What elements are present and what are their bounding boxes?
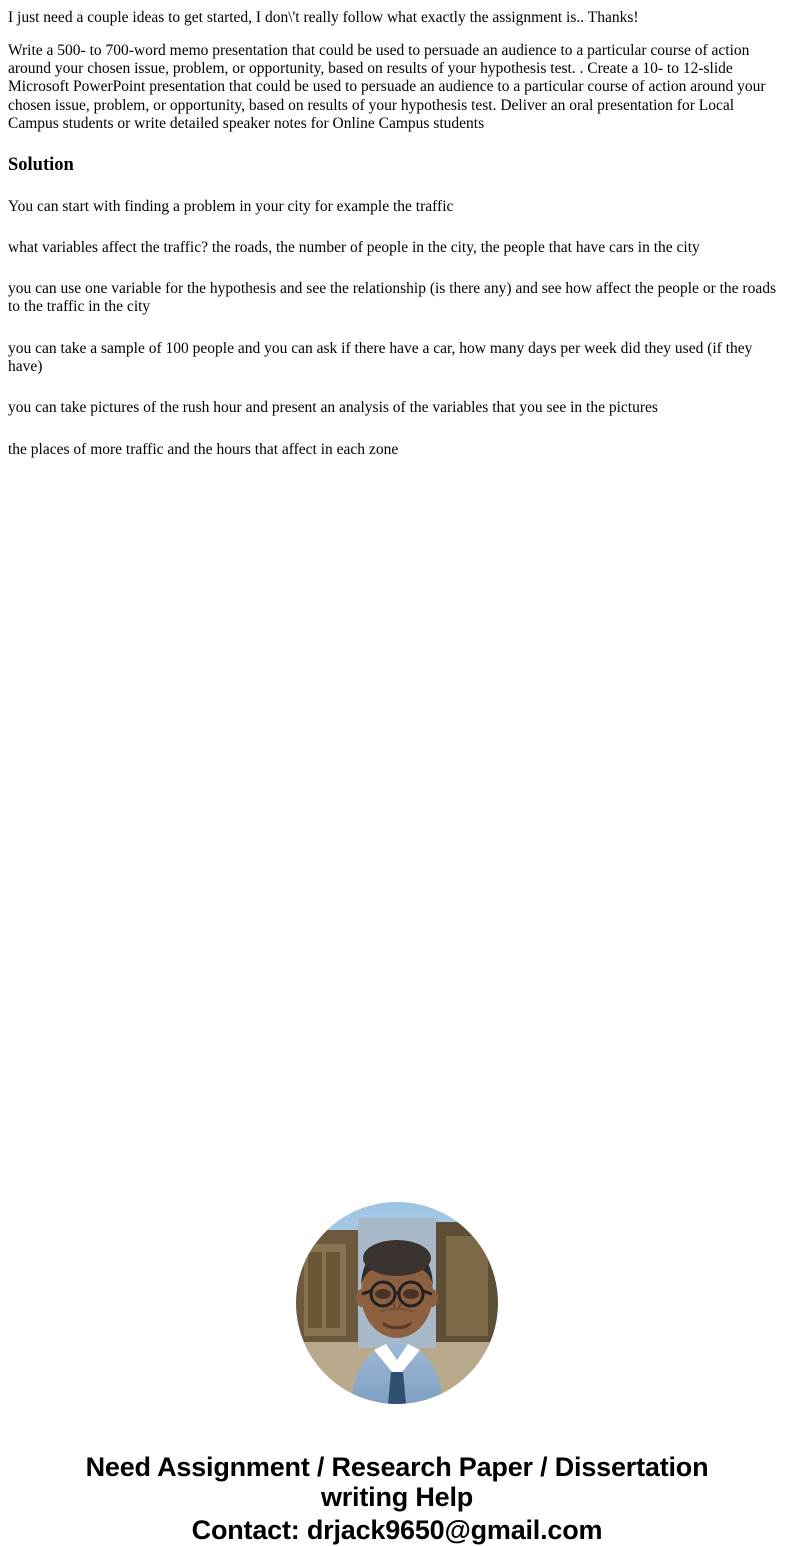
avatar — [296, 1202, 498, 1404]
promo-line-1: Need Assignment / Research Paper / Dissertation — [85, 1451, 709, 1482]
solution-paragraph-5: you can take pictures of the rush hour and present an analysis of the variables that you see in the pictures — [8, 399, 658, 417]
intro-text: I just need a couple ideas to get started, I don\'t really follow what exactly the assignment is.. Thanks! — [8, 9, 639, 26]
promo-line-2: writing Help — [320, 1482, 474, 1513]
promo-contact: Contact: drjack9650@gmail.com — [191, 1515, 603, 1546]
solution-paragraph-4: you can take a sample of 100 people and you can ask if there have a car, how many days per week did they used (if they have) — [8, 339, 753, 375]
solution-paragraph-6: the places of more traffic and the hours that affect in each zone — [8, 440, 399, 458]
solution-paragraph-1: You can start with finding a problem in your city for example the traffic — [8, 197, 454, 215]
solution-paragraph-2: what variables affect the traffic? the roads, the number of people in the city, the people that have cars in the city — [8, 238, 700, 256]
promo-banner — [8, 1452, 786, 1546]
assignment-text: Write a 500- to 700-word memo presentation that could be used to persuade an audience to a particular course of action around your chosen issue, problem, or opportunity, based on results of your hypothesis test. . Create a 10- to 12-slide Microsoft PowerPoint presentation that could be used to persuade an audience to a particular course of action around your chosen issue, problem, or opportunity, based on results of your hypothesis test. Deliver an oral presentation for Local Campus students or write detailed speaker notes for Online Campus students — [8, 41, 766, 132]
portrait-photo-icon — [296, 1202, 498, 1404]
content-spacer — [8, 482, 786, 1182]
avatar-container — [8, 1202, 786, 1404]
solution-heading: Solution — [8, 155, 74, 176]
solution-paragraph-3: you can use one variable for the hypothesis and see the relationship (is there any) and see how affect the people or the roads to the traffic in the city — [8, 280, 776, 316]
